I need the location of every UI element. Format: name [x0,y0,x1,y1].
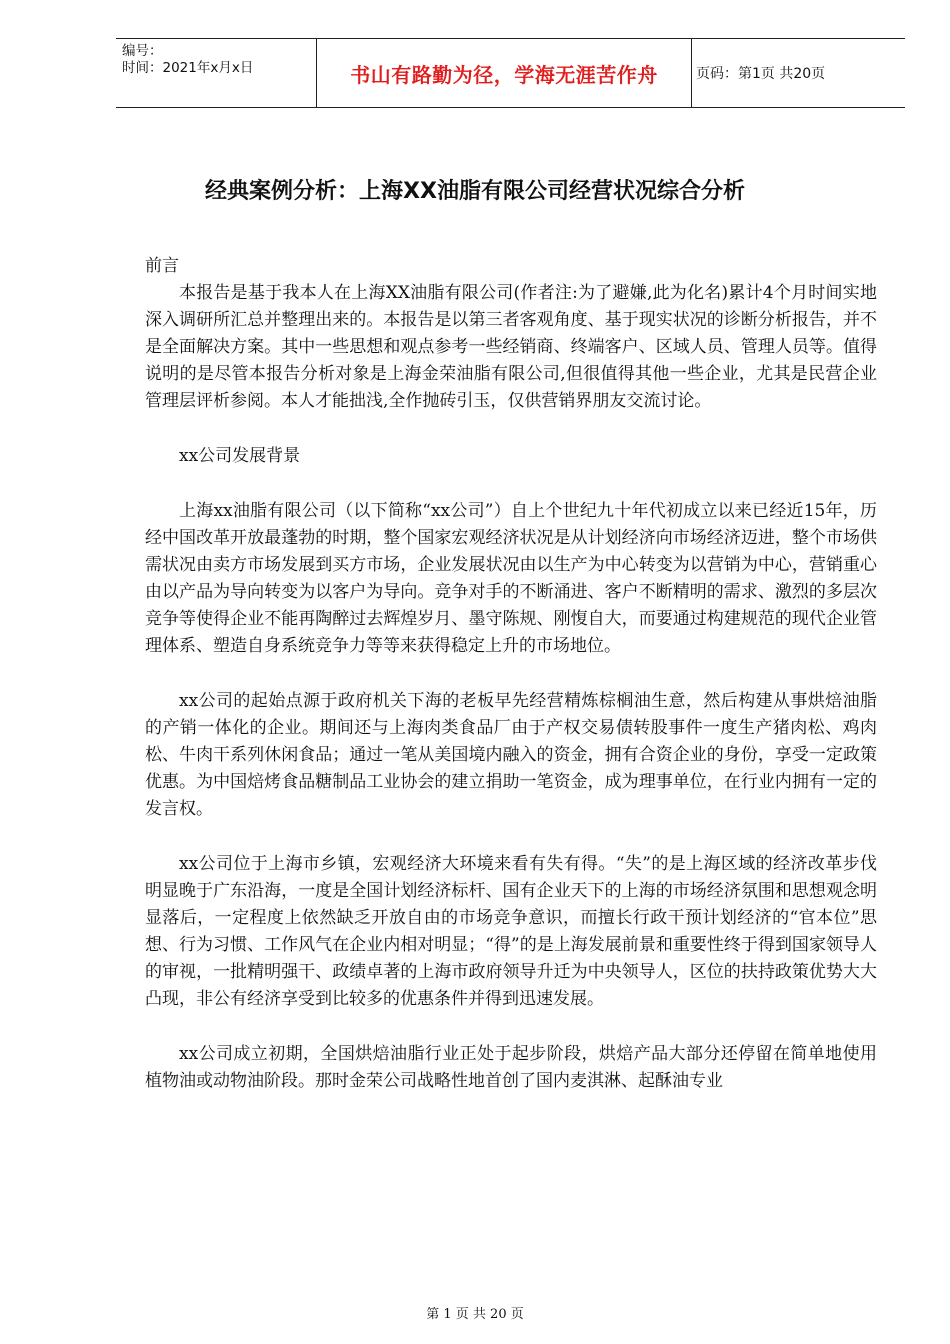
preface-paragraph: 本报告是基于我本人在上海XX油脂有限公司(作者注:为了避嫌,此为化名)累计4个月时间实地深入调研所汇总并整理出来的。本报告是以第三者客观角度、基于现实状况的诊断分析报告，并不是全面解决方案。其中一些思想和观点参考一些经销商、终端客户、区域人员、管理人员等。值得说明的是尽管本报告分析对象是上海金荣油脂有限公司,但很值得其他一些企业，尤其是民营企业管理层评析参阅。本人才能拙浅,全作抛砖引玉，仅供营销界朋友交流讨论。 [145,283,877,411]
time-label: 时间：2021年x月x日 [122,60,254,76]
paragraph-2: xx公司的起始点源于政府机关下海的老板早先经营精炼棕榈油生意，然后构建从事烘焙油脂的产销一体化的企业。期间还与上海肉类食品厂由于产权交易债转股事件一度生产猪肉松、鸡肉松、牛肉干系列休闲食品；通过一笔从美国境内融入的资金，拥有合资企业的身份，享受一定政策优惠。为中国焙烤食品糖制品工业协会的建立捐助一笔资金，成为理事单位，在行业内拥有一定的发言权。 [145,691,877,819]
paragraph-1: 上海xx油脂有限公司（以下简称“xx公司”）自上个世纪九十年代初成立以来已经近15年，历经中国改革开放最蓬勃的时期，整个国家宏观经济状况是从计划经济向市场经济迈进，整个市场供需状况由卖方市场发展到买方市场，企业发展状况由以生产为中心转变为以营销为中心，营销重心由以产品为导向转变为以客户为导向。竞争对手的不断涌进、客户不断精明的需求、激烈的多层次竞争等使得企业不能再陶醉过去辉煌岁月、墨守陈规、刚愎自大，而要通过构建规范的现代企业管理体系、塑造自身系统竞争力等等来获得稳定上升的市场地位。 [145,501,877,656]
paragraph-3: xx公司位于上海市乡镇，宏观经济大环境来看有失有得。“失”的是上海区域的经济改革步伐明显晚于广东沿海，一度是全国计划经济标杆、国有企业天下的上海的市场经济氛围和思想观念明显落后，一定程度上依然缺乏开放自由的市场竞争意识，而擅长行政干预计划经济的“官本位”思想、行为习惯、工作风气在企业内相对明显；“得”的是上海发展前景和重要性终于得到国家领导人的审视，一批精明强干、政绩卓著的上海市政府领导升迁为中央领导人，区位的扶持政策优势大大凸现，非公有经济享受到比较多的优惠条件并得到迅速发展。 [145,854,877,1009]
number-label: 编号： [122,43,163,59]
header-page-info: 页码：第1页 共20页 [696,66,826,82]
document-header [116,38,905,108]
preface-heading: 前言 [145,256,179,276]
header-meta [122,43,312,77]
document-title: 经典案例分析：上海XX油脂有限公司经营状况综合分析 [205,179,745,204]
document-body [145,253,877,1095]
paragraph-4: xx公司成立初期，全国烘焙油脂行业正处于起步阶段，烘焙产品大部分还停留在简单地使用植物油或动物油阶段。那时金荣公司战略性地首创了国内麦淇淋、起酥油专业 [145,1044,877,1091]
header-motto: 书山有路勤为径，学海无涯苦作舟 [316,39,692,107]
background-heading: xx公司发展背景 [179,446,301,466]
page-footer: 第 1 页 共 20 页 [426,1307,524,1322]
